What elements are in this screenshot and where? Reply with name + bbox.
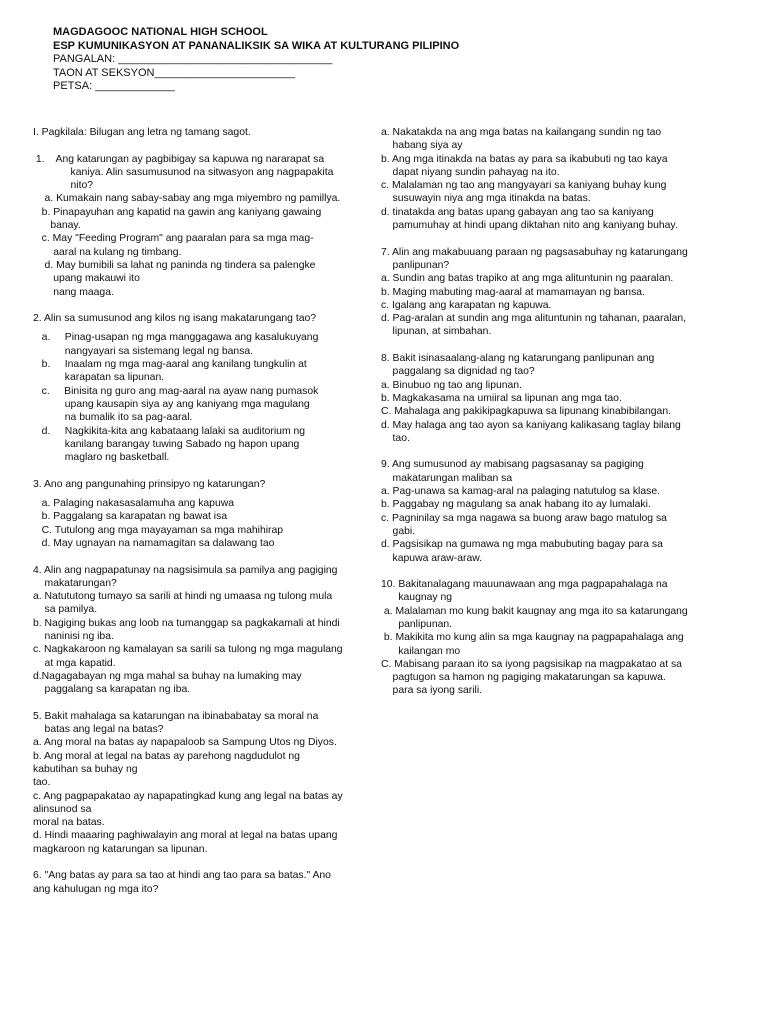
answer-option: gabi. bbox=[381, 525, 416, 537]
answer-option: tao. bbox=[33, 777, 51, 789]
answer-option: d.Nagagabayan ng mga mahal sa buhay na lumaking may bbox=[33, 670, 302, 682]
answer-option: c. Ang pagpapakatao ay napapatingkad kung ang legal na batas ay bbox=[33, 790, 343, 802]
question-text: 8. Bakit isinasaalang-alang ng katarungang panlipunan ang bbox=[381, 353, 655, 365]
answer-option: a. Palaging nakasasalamuha ang kapuwa bbox=[33, 498, 235, 510]
answer-option: kapuwa araw-araw. bbox=[381, 552, 483, 564]
answer-option: a. Ang moral na batas ay napapaloob sa Sampung Utos ng Diyos. bbox=[33, 737, 337, 749]
answer-option: pagtugon sa hamon ng pagiging makatarungan sa kapuwa. bbox=[381, 672, 666, 684]
question-text: makatarungan maliban sa bbox=[381, 472, 513, 484]
answer-option: lipunan, at simbahan. bbox=[381, 326, 492, 338]
answer-option: a. Pag-unawa sa kamag-aral na palaging natutulog sa klase. bbox=[381, 486, 660, 498]
answer-option: dapat niyang sundin pahayag na ito. bbox=[381, 166, 560, 178]
answer-option: b. Magkakasama na umiiral sa lipunan ang mga tao. bbox=[381, 392, 622, 404]
answer-option: sa pamilya. bbox=[33, 604, 98, 616]
answer-option: banay. bbox=[33, 220, 81, 232]
question-text: 4. Alin ang nagpapatunay na nagsisimula sa pamilya ang pagiging bbox=[33, 564, 338, 576]
answer-option: a. Sundin ang batas trapiko at ang mga alituntunin ng paaralan. bbox=[381, 273, 674, 285]
question-8 bbox=[381, 352, 741, 445]
answer-option: maglaro ng basketball. bbox=[33, 452, 170, 464]
answer-option: b. Ang mga itinakda na batas ay para sa ikabubuti ng tao kaya bbox=[381, 153, 668, 165]
question-6-options bbox=[381, 126, 741, 232]
answer-option: b. Makikita mo kung alin sa mga kaugnay na pagpapahalaga ang bbox=[381, 632, 684, 644]
answer-option: aaral na kulang ng timbang. bbox=[33, 246, 182, 258]
question-9 bbox=[381, 458, 741, 564]
answer-option: b. Nagiging bukas ang loob na tumanggap sa pagkakamali at hindi bbox=[33, 617, 340, 629]
question-1 bbox=[33, 153, 383, 299]
answer-option: naninisi ng iba. bbox=[33, 630, 114, 642]
answer-option: nangyayari sa sistemang legal ng bansa. bbox=[33, 345, 254, 357]
right-column bbox=[381, 126, 741, 698]
question-text: kaniya. Alin sasumusunod na sitwasyon ang nagpapakita bbox=[33, 166, 334, 178]
answer-option: c. Nagkakaroon ng kamalayan sa sarili sa tulong ng mga magulang bbox=[33, 644, 343, 656]
question-text: 5. Bakit mahalaga sa katarungan na ibinababatay sa moral na bbox=[33, 710, 319, 722]
subject-title: ESP KUMUNIKASYON AT PANANALIKSIK SA WIKA AT KULTURANG PILIPINO bbox=[53, 39, 460, 52]
question-text: 1. Ang katarungan ay pagbibigay sa kapuwa ng nararapat sa bbox=[33, 153, 325, 165]
question-text: 9. Ang sumusunod ay mabisang pagsasanay sa pagiging bbox=[381, 459, 644, 471]
question-text: 7. Alin ang makabuuang paraan ng pagsasabuhay ng katarungang bbox=[381, 246, 688, 258]
left-column bbox=[33, 126, 383, 896]
question-text: kaugnay ng bbox=[381, 592, 453, 604]
answer-option: b. Maging mabuting mag-aaral at mamamayan ng bansa. bbox=[381, 286, 645, 298]
answer-option: magkaroon ng katarungan sa lipunan. bbox=[33, 843, 208, 855]
answer-option: b. Inaalam ng mga mag-aaral ang kanilang tungkulin at bbox=[33, 359, 307, 371]
question-text: makatarungan? bbox=[33, 577, 117, 589]
question-6 bbox=[33, 869, 383, 896]
answer-option: a. Malalaman mo kung bakit kaugnay ang mga ito sa katarungang bbox=[381, 605, 688, 617]
answer-option: C. Tutulong ang mga mayayaman sa mga mahihirap bbox=[33, 524, 284, 536]
answer-option: kabutihan sa buhay ng bbox=[33, 763, 138, 775]
section-field-line: TAON AT SEKSYON_______________________ bbox=[53, 66, 296, 79]
answer-option: at mga kapatid. bbox=[33, 657, 116, 669]
question-10 bbox=[381, 578, 741, 698]
answer-option: a. Natututong tumayo sa sarili at hindi ng umaasa ng tulong mula bbox=[33, 591, 333, 603]
question-text: batas ang legal na batas? bbox=[33, 724, 164, 736]
answer-option: d. Nagkikita-kita ang kabataang lalaki sa auditorium ng bbox=[33, 425, 306, 437]
answer-option: alinsunod sa bbox=[33, 803, 92, 815]
answer-option: nang maaga. bbox=[33, 286, 114, 298]
answer-option: a. Kumakain nang sabay-sabay ang mga miyembro ng pamillya. bbox=[33, 193, 341, 205]
answer-option: d. May halaga ang tao ayon sa kaniyang kalikasang taglay bilang bbox=[381, 419, 681, 431]
answer-option: d. May ugnayan na namamagitan sa dalawang tao bbox=[33, 537, 275, 549]
question-text: panlipunan? bbox=[381, 259, 450, 271]
question-text: paggalang sa dignidad ng tao? bbox=[381, 366, 535, 378]
question-text: 3. Ano ang pangunahing prinsipyo ng katarungan? bbox=[33, 478, 266, 490]
question-text: 6. "Ang batas ay para sa tao at hindi ang tao para sa batas." Ano bbox=[33, 870, 331, 882]
answer-option: a. Pinag-usapan ng mga manggagawa ang kasalukuyang bbox=[33, 332, 319, 344]
answer-option: c. May "Feeding Program" ang paaralan para sa mga mag- bbox=[33, 233, 314, 245]
answer-option: b. Paggabay ng magulang sa anak habang ito ay lumalaki. bbox=[381, 499, 651, 511]
answer-option: tao. bbox=[381, 432, 410, 444]
answer-option: b. Ang moral at legal na batas ay parehong nagdudulot ng bbox=[33, 750, 300, 762]
question-text: 10. Bakitanalagang mauunawaan ang mga pagpapahalaga na bbox=[381, 579, 668, 591]
answer-option: b. Pinapayuhan ang kapatid na gawin ang kaniyang gawaing bbox=[33, 206, 322, 218]
answer-option: panlipunan. bbox=[381, 618, 453, 630]
question-text: 2. Alin sa sumusunod ang kilos ng isang makatarungang tao? bbox=[33, 313, 317, 325]
answer-option: upang kausapin siya ay ang kaniyang mga magulang bbox=[33, 398, 310, 410]
answer-option: a. Nakatakda na ang mga batas na kailangang sundin ng tao bbox=[381, 127, 662, 138]
answer-option: pamumuhay at hindi upang diktahan nito ang kaniyang buhay. bbox=[381, 220, 678, 232]
answer-option: c. Pagninilay sa mga nagawa sa buong araw bago matulog sa bbox=[381, 512, 667, 524]
answer-option: C. Mabisang paraan ito sa iyong pagsisikap na magpakatao at sa bbox=[381, 658, 682, 670]
answer-option: C. Mahalaga ang pakikipagkapuwa sa lipunang kinabibilangan. bbox=[381, 406, 671, 418]
answer-option: d. Pag-aralan at sundin ang mga alituntunin ng tahanan, paaralan, bbox=[381, 313, 687, 325]
answer-option: c. Binisita ng guro ang mag-aaral na ayaw nang pumasok bbox=[33, 385, 319, 397]
answer-option: susuwayin niya ang mga itinakda na batas. bbox=[381, 193, 591, 205]
school-name: MAGDAGOOC NATIONAL HIGH SCHOOL bbox=[53, 26, 268, 38]
answer-option: d. May bumibili sa lahat ng paninda ng tindera sa palengke bbox=[33, 259, 316, 271]
question-5 bbox=[33, 710, 383, 856]
question-text: nito? bbox=[33, 180, 94, 192]
answer-option: kanilang barangay tuwing Sabado ng hapon upang bbox=[33, 438, 300, 450]
question-3 bbox=[33, 478, 383, 550]
question-2 bbox=[33, 312, 383, 464]
answer-option: upang makauwi ito bbox=[33, 273, 140, 285]
answer-option: paggalang sa karapatan ng iba. bbox=[33, 684, 191, 696]
answer-option: moral na batas. bbox=[33, 817, 105, 829]
question-7 bbox=[381, 246, 741, 339]
answer-option: d. Hindi maaaring paghiwalayin ang moral at legal na batas upang bbox=[33, 830, 338, 842]
answer-option: para sa iyong sarili. bbox=[381, 685, 483, 697]
answer-option: c. Igalang ang karapatan ng kapuwa. bbox=[381, 299, 552, 311]
document-header bbox=[53, 26, 573, 94]
answer-option: a. Binubuo ng tao ang lipunan. bbox=[381, 379, 522, 391]
answer-option: b. Paggalang sa karapatan ng bawat isa bbox=[33, 511, 228, 523]
answer-option: d. tinatakda ang batas upang gabayan ang tao sa kaniyang bbox=[381, 206, 654, 218]
answer-option: kailangan mo bbox=[381, 645, 461, 657]
instruction-text: I. Pagkilala: Bilugan ang letra ng tamang sagot. bbox=[33, 127, 251, 138]
answer-option: karapatan sa lipunan. bbox=[33, 372, 165, 384]
name-field-line: PANGALAN: ___________________________________ bbox=[53, 53, 333, 66]
question-text: ang kahulugan ng mga ito? bbox=[33, 883, 159, 895]
answer-option: habang siya ay bbox=[381, 140, 463, 152]
question-4 bbox=[33, 564, 383, 697]
date-field-line: PETSA: _____________ bbox=[53, 80, 175, 93]
answer-option: c. Malalaman ng tao ang mangyayari sa kaniyang buhay kung bbox=[381, 180, 667, 192]
answer-option: d. Pagsisikap na gumawa ng mga mabubuting bagay para sa bbox=[381, 539, 663, 551]
answer-option: na bumalik ito sa pag-aaral. bbox=[33, 412, 193, 424]
